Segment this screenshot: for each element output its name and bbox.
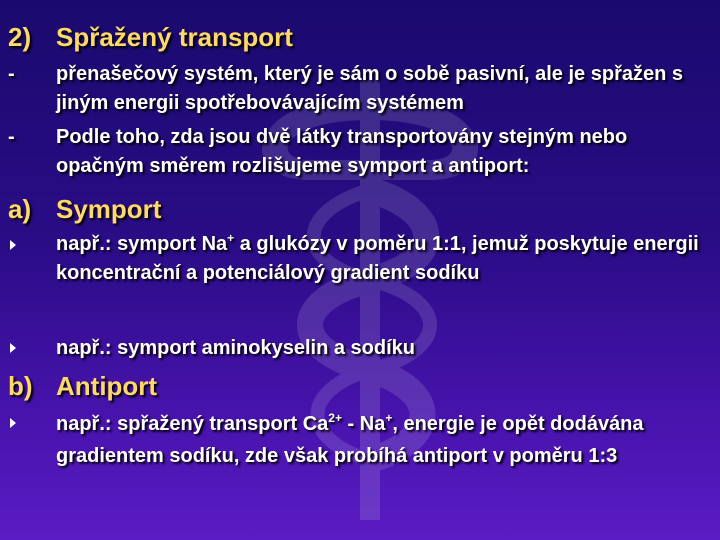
dash-marker: -: [8, 126, 15, 148]
item-text: např.: spřažený transport Ca: [56, 413, 329, 435]
section-letter: b): [8, 371, 33, 401]
triangle-bullet-icon: [10, 343, 16, 353]
section-letter: a): [8, 194, 32, 224]
superscript: +: [385, 411, 393, 425]
triangle-bullet-icon: [10, 418, 16, 428]
section-heading-2: [8, 22, 293, 53]
symport-item-2: např.: symport aminokyselin a sodíku: [56, 337, 415, 359]
section-title: Antiport: [56, 371, 158, 401]
superscript: +: [227, 231, 235, 245]
bullet-text: přenašečový systém, který je sám o sobě pasivní, ale je spřažen s jiným energii spotřebovávajícím systémem: [56, 63, 683, 114]
section-number: 2): [8, 22, 32, 52]
antiport-item: [56, 408, 711, 472]
item-text: a glukózy v poměru 1:1, jemuž poskytuje energii koncentrační a potenciálový gradient sodíku: [56, 233, 699, 284]
item-text: např.: symport Na: [56, 233, 228, 255]
item-text: , energie je opět dodávána gradientem sodíku, zde však probíhá antiport v poměru 1:3: [56, 413, 644, 467]
section-title: Symport: [56, 194, 162, 224]
bullet-text: Podle toho, zda jsou dvě látky transportovány stejným nebo opačným směrem rozlišujeme symport a antiport:: [56, 126, 628, 177]
section-heading-antiport: [8, 371, 157, 402]
dash-marker: -: [8, 63, 15, 85]
superscript: 2+: [328, 411, 342, 425]
section-heading-symport: [8, 194, 161, 225]
item-text: - Na: [341, 413, 386, 435]
symport-item-1: [56, 230, 711, 288]
section-title: Spřažený transport: [56, 22, 293, 52]
triangle-bullet-icon: [10, 240, 16, 250]
